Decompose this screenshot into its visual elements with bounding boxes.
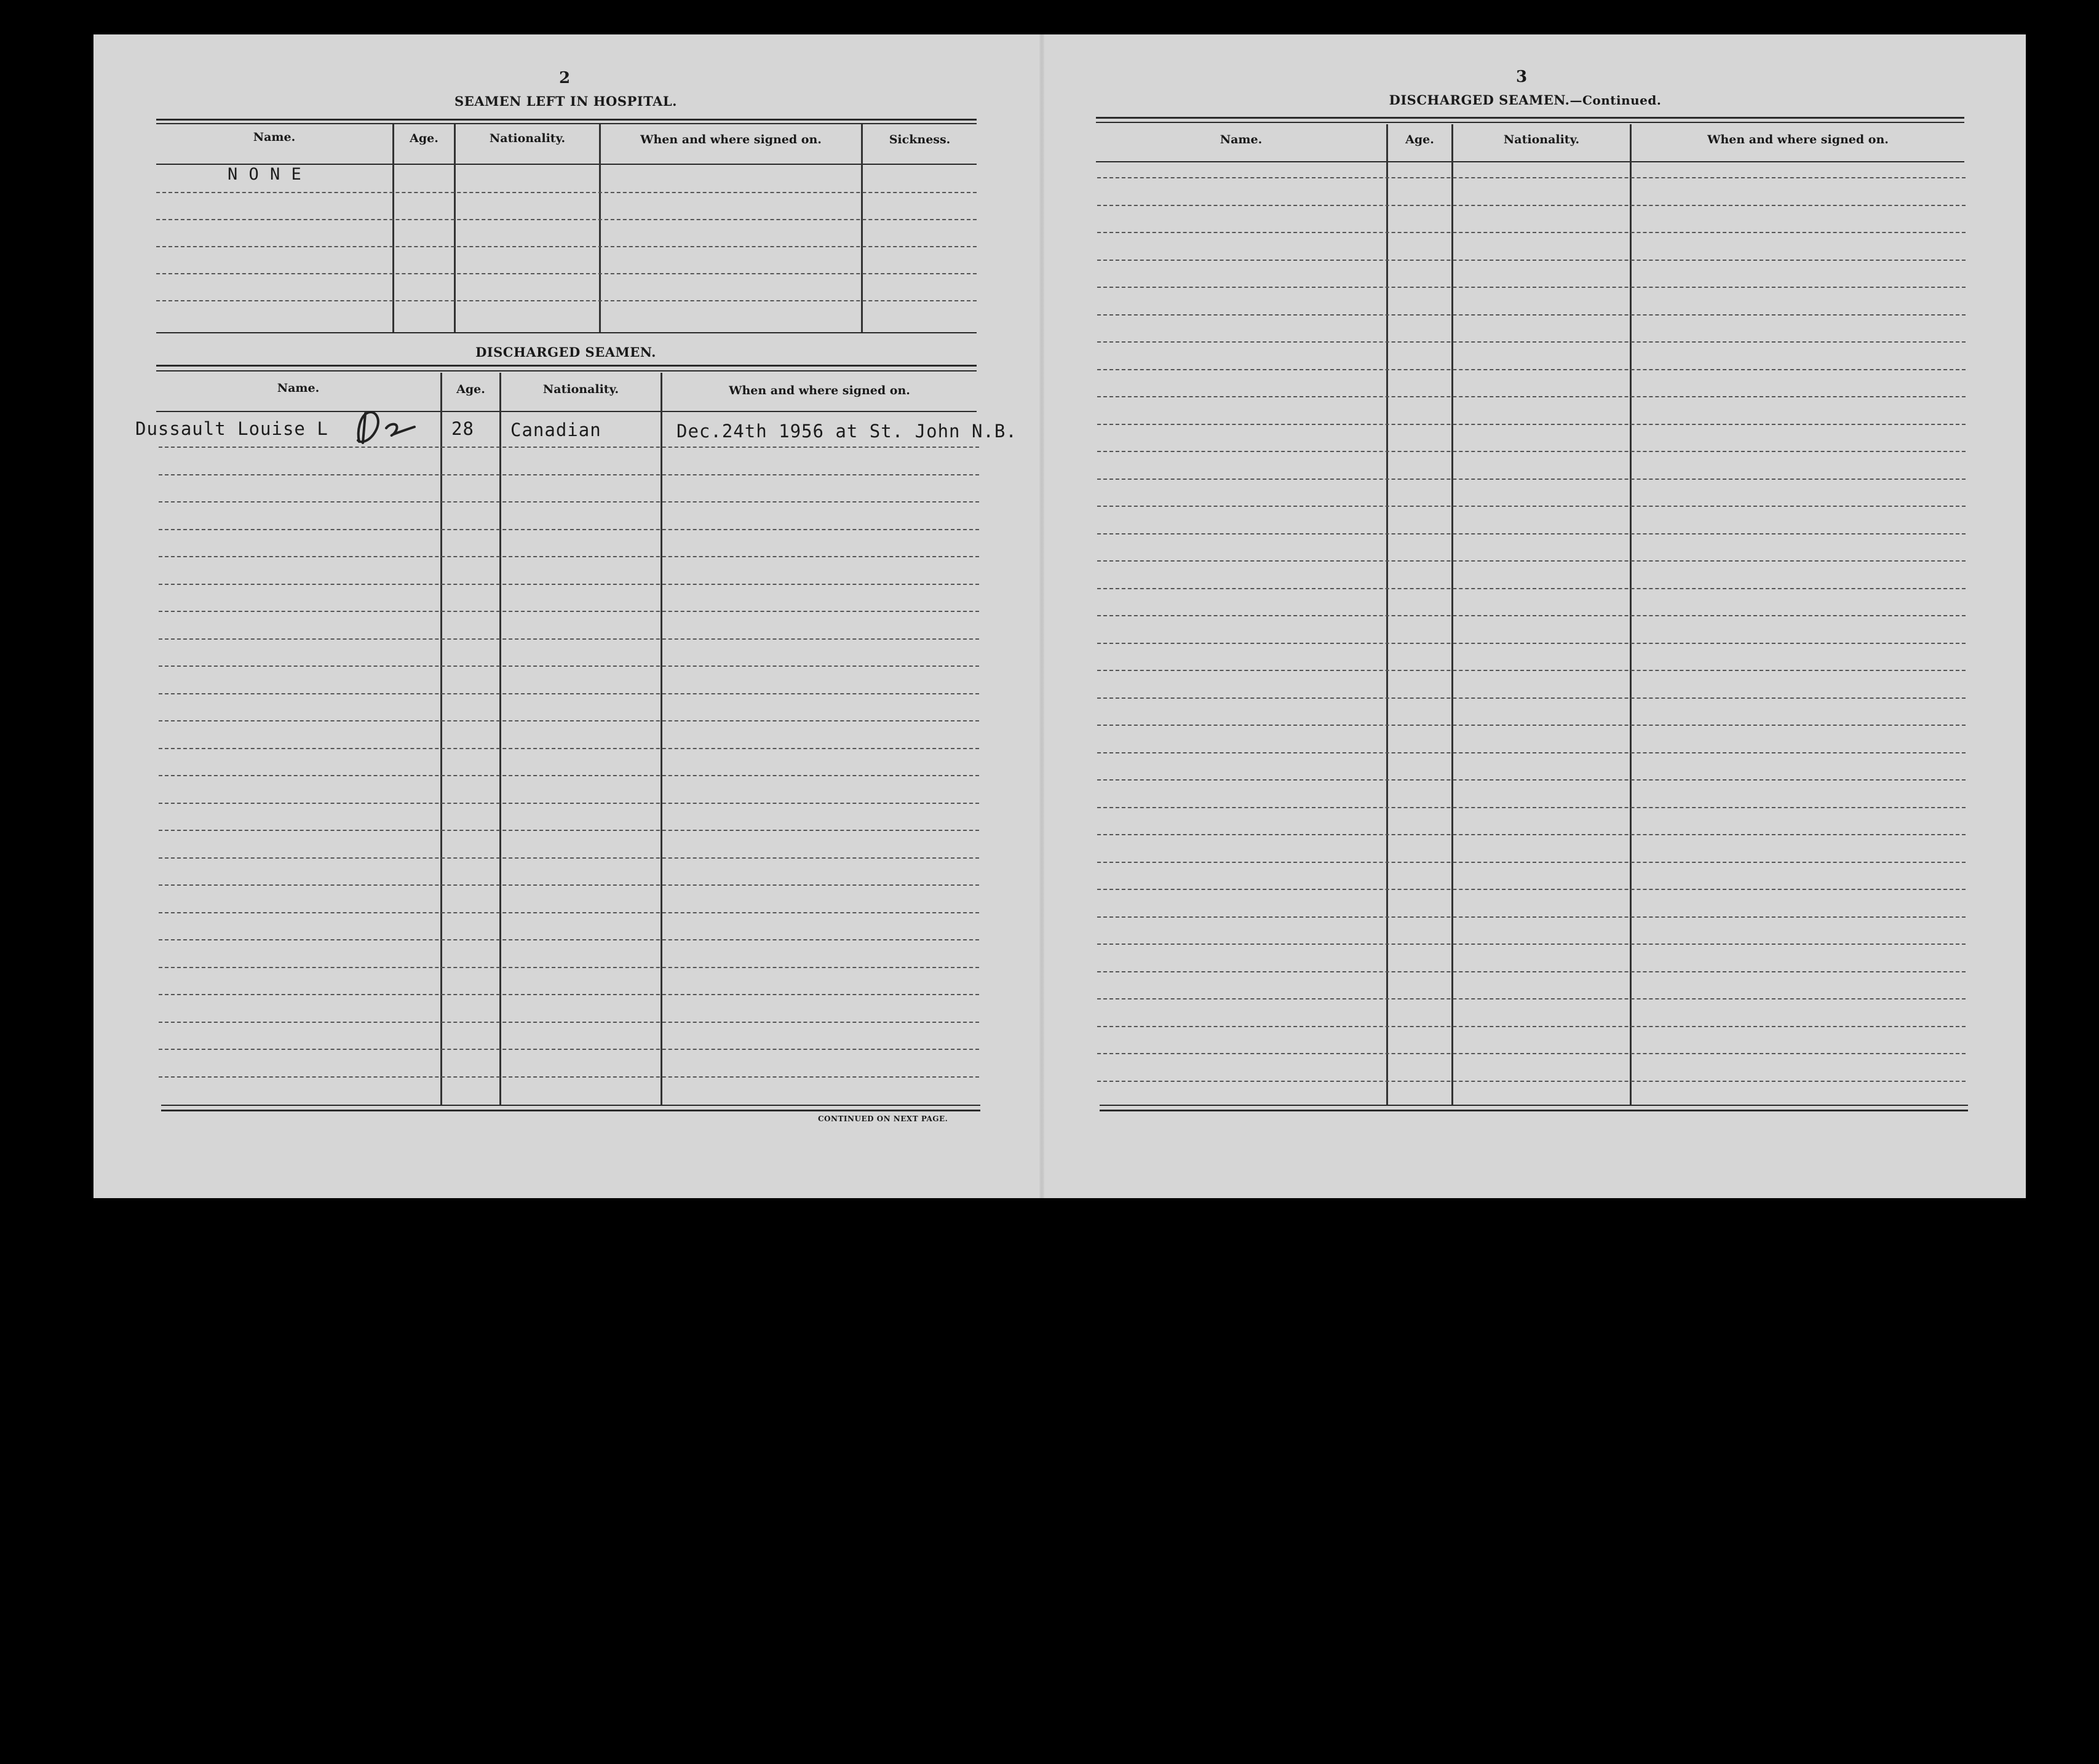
ledger-row-line (159, 748, 979, 749)
handwritten-initials (351, 406, 424, 449)
ledger-row-line (159, 939, 979, 940)
discharged-header-name: Name. (277, 381, 320, 395)
hospital-col-divider (454, 124, 456, 333)
right-section-title-main: DISCHARGED SEAMEN. (1389, 92, 1570, 108)
discharged-header-signed-on: When and where signed on. (729, 384, 910, 397)
hospital-row-line (156, 300, 977, 301)
ledger-row-line (1097, 670, 1966, 671)
ledger-row-line (1097, 314, 1966, 316)
discharged-section-title: DISCHARGED SEAMEN. (475, 344, 656, 360)
discharged-col-divider (499, 373, 501, 1106)
ledger-row-line (1097, 560, 1966, 562)
hospital-row-line (156, 273, 977, 274)
ledger-row-line (159, 638, 979, 640)
right-bottom-rule-2 (1100, 1110, 1968, 1111)
ledger-row-line (1097, 779, 1966, 781)
right-header-rule (1096, 161, 1964, 162)
ledger-row-line (159, 611, 979, 612)
hospital-bottom-rule (156, 332, 977, 333)
right-col-divider (1630, 124, 1632, 1105)
hospital-col-divider (861, 124, 863, 333)
ledger-row-line (1097, 697, 1966, 699)
ledger-row-line (1097, 1026, 1966, 1027)
ledger-row-line (159, 1022, 979, 1023)
ledger-row-line (1097, 862, 1966, 863)
hospital-row-line (156, 219, 977, 220)
ledger-row-line (1097, 369, 1966, 370)
right-col-divider (1451, 124, 1453, 1105)
ledger-row-line (1097, 479, 1966, 480)
hospital-header-name: Name. (253, 130, 296, 144)
discharged-header-age: Age. (456, 383, 485, 396)
ledger-row-line (1097, 916, 1966, 918)
ledger-row-line (1097, 944, 1966, 945)
ledger-row-line (1097, 260, 1966, 261)
ledger-row-line (1097, 424, 1966, 425)
discharged-bottom-rule-2 (161, 1110, 980, 1111)
ledger-row-line (1097, 615, 1966, 616)
ledger-row-line (159, 529, 979, 530)
ledger-row-line (1097, 807, 1966, 808)
right-header-age: Age. (1405, 133, 1434, 146)
ledger-row-line (159, 720, 979, 721)
discharged-top-rule-2 (156, 370, 977, 371)
discharged-row-signed-on: Dec.24th 1956 at St. John N.B. (677, 421, 1017, 442)
ledger-row-line (159, 693, 979, 694)
right-col-divider (1386, 124, 1388, 1105)
ledger-row-line (1097, 451, 1966, 452)
ledger-row-line (1097, 205, 1966, 206)
hospital-row-line (156, 246, 977, 247)
right-top-rule (1096, 117, 1964, 119)
ledger-row-line (1097, 643, 1966, 644)
hospital-row-line (156, 192, 977, 193)
ledger-row-line (159, 830, 979, 831)
ledger-row-line (1097, 1053, 1966, 1054)
discharged-col-divider (661, 373, 662, 1106)
page-number-right: 3 (1515, 68, 1528, 86)
ledger-row-line (159, 912, 979, 913)
discharged-row-name: Dussault Louise L (135, 418, 328, 439)
ledger-row-line (159, 665, 979, 667)
ledger-row-line (1097, 889, 1966, 890)
ledger-row-line (1097, 752, 1966, 753)
hospital-header-age: Age. (410, 132, 438, 145)
hospital-col-divider (392, 124, 394, 333)
right-bottom-rule (1100, 1105, 1968, 1106)
hospital-header-signed-on: When and where signed on. (640, 133, 822, 146)
ledger-row-line (1097, 177, 1966, 178)
ledger-row-line (1097, 341, 1966, 343)
right-header-nationality: Nationality. (1503, 133, 1580, 146)
ledger-row-line (1097, 396, 1966, 397)
ledger-row-line (159, 884, 979, 886)
ledger-row-line (159, 447, 979, 448)
discharged-top-rule (156, 365, 977, 367)
ledger-row-line (1097, 533, 1966, 534)
document-sheet (93, 34, 2026, 1198)
hospital-entry-none: N O N E (228, 165, 302, 184)
ledger-row-line (1097, 971, 1966, 972)
hospital-header-nationality: Nationality. (489, 132, 566, 145)
continued-note: CONTINUED ON NEXT PAGE. (818, 1114, 948, 1123)
discharged-row-age: 28 (451, 418, 474, 439)
ledger-row-line (1097, 725, 1966, 726)
right-header-name: Name. (1220, 133, 1263, 146)
ledger-row-line (1097, 506, 1966, 507)
ledger-row-line (1097, 287, 1966, 288)
discharged-row-nationality: Canadian (510, 419, 601, 440)
ledger-row-line (159, 474, 979, 475)
right-top-rule-2 (1096, 122, 1964, 123)
ledger-row-line (1097, 232, 1966, 233)
ledger-row-line (159, 1049, 979, 1050)
right-section-title-cont: —Continued. (1569, 93, 1662, 108)
discharged-col-divider (440, 373, 442, 1106)
ledger-row-line (1097, 998, 1966, 999)
discharged-header-nationality: Nationality. (542, 383, 619, 396)
ledger-row-line (159, 775, 979, 776)
hospital-col-divider (599, 124, 601, 333)
ledger-row-line (159, 994, 979, 995)
right-section-title (1328, 92, 1722, 108)
ledger-row-line (159, 584, 979, 585)
ledger-row-line (1097, 834, 1966, 835)
ledger-row-line (159, 556, 979, 557)
page-fold (1039, 34, 1044, 1198)
ledger-row-line (159, 1076, 979, 1078)
ledger-row-line (159, 501, 979, 503)
hospital-section-title: SEAMEN LEFT IN HOSPITAL. (454, 93, 677, 109)
right-header-signed-on: When and where signed on. (1707, 133, 1889, 146)
ledger-row-line (159, 857, 979, 859)
discharged-header-rule (156, 411, 977, 412)
hospital-top-rule-2 (156, 123, 977, 124)
ledger-row-line (159, 803, 979, 804)
discharged-bottom-rule (161, 1105, 980, 1106)
hospital-header-sickness: Sickness. (889, 133, 951, 146)
ledger-row-line (159, 967, 979, 968)
hospital-top-rule (156, 119, 977, 121)
ledger-row-line (1097, 1081, 1966, 1082)
page-number-left: 2 (558, 69, 571, 87)
ledger-row-line (1097, 588, 1966, 589)
